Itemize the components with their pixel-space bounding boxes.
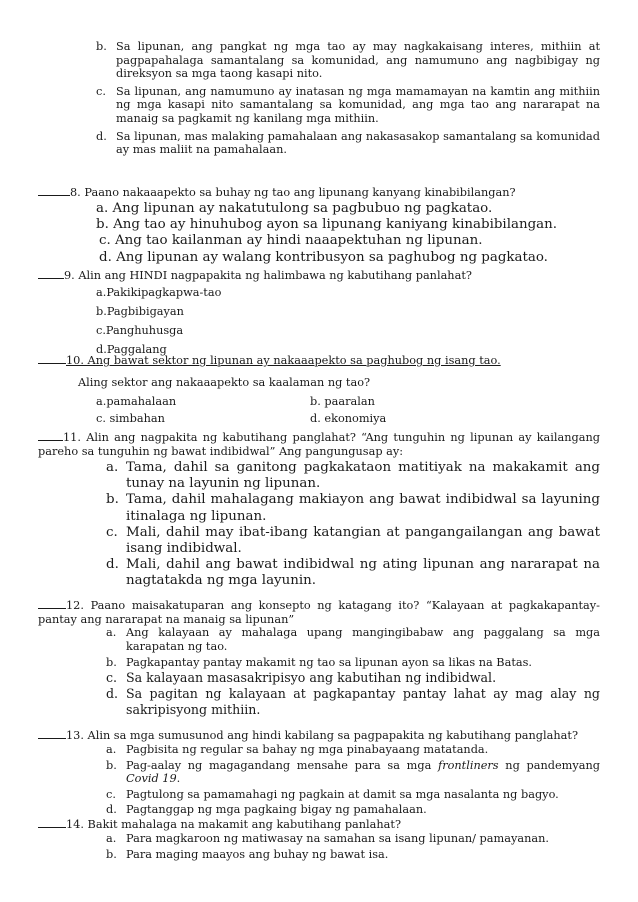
q11-choice-a: a. Tama, dahil sa ganitong pagkakataon matitiyak na makakamit ang tunay na layunin ng lipunan. — [106, 460, 600, 492]
question-13: 13. Alin sa mga sumusunod ang hindi kabilang sa pagpapakita ng kabutihang panglahat? — [38, 726, 600, 743]
question-12-choices — [106, 626, 600, 718]
q13-choice-b: b. Pag-aalay ng magagandang mensahe para sa mga frontliners ng pandemyang Covid 19. — [106, 758, 600, 786]
answer-blank-12[interactable] — [38, 596, 66, 609]
answer-blank-8[interactable] — [38, 183, 70, 196]
q12-choice-d: d. Sa pagitan ng kalayaan at pagkapantay pantay lahat ay mag alay ng sakripisyong mithiin. — [106, 685, 600, 717]
q12-choice-a: a. Ang kalayaan ay mahalaga upang mangingibabaw ang paggalang sa mga karapatan ng tao. — [106, 626, 600, 653]
q13-choice-a: a. Pagbisita ng regular sa bahay ng mga pinabayaang matatanda. — [106, 743, 489, 756]
q12-choice-b: b. Pagkapantay pantay makamit ng tao sa lipunan ayon sa likas na Batas. — [106, 656, 533, 669]
q14-choice-a: a. Para magkaroon ng matiwasay na samahan sa isang lipunan/ pamayanan. — [106, 832, 549, 845]
q13-choice-d: d. Pagtanggap ng mga pagkaing bigay ng pamahalaan. — [106, 803, 427, 817]
q13-choice-c: c. Pagtulong sa pamamahagi ng pagkain at damit sa mga nasalanta ng bagyo. — [106, 787, 559, 801]
q10-choice-d: d. ekonomiya — [310, 412, 387, 425]
prev-choice-c: c. Sa lipunan, ang namumuno ay inatasan ng mga mamamayan na kamtin ang mithiin ng mga kasapi nito samantalang sa komunidad, ang mga tao ang nararapat na manaig sa pagkamit ng kanilang mga mithiin. — [96, 84, 600, 125]
question-14-choices — [106, 832, 600, 861]
q8-choice-b: b. Ang tao ay hinuhubog ayon sa lipunang kaniyang kinabibilangan. — [96, 217, 558, 233]
question-10-choices-right — [310, 393, 510, 427]
question-10-choices-left — [96, 393, 296, 427]
question-11-choices — [106, 460, 600, 590]
prev-choice-b: b. Sa lipunan, ang pangkat ng mga tao ay may nagkakaisang interes, mithiin at pagpapahalaga samantalang sa komunidad, ang namumuno ang nagbibigay ng direksyon sa mga taong kasapi nito. — [96, 40, 600, 81]
prev-choice-d: d. Sa lipunan, mas malaking pamahalaan ang nakasasakop samantalang sa komunidad ay mas maliit na pamahalaan. — [96, 129, 600, 157]
q9-choice-d: d.Paggalang — [96, 343, 167, 356]
question-12: 12. Paano maisakatuparan ang konsepto ng katagang ito? “Kalayaan at pagkakapantay-pantay ang nararapat na manaig sa lipunan” — [38, 596, 600, 626]
q10-choice-c: c. simbahan — [96, 412, 165, 425]
question-14: 14. Bakit mahalaga na makamit ang kabutihang panlahat? — [38, 815, 600, 832]
answer-blank-10[interactable] — [38, 351, 66, 364]
answer-blank-9[interactable] — [38, 266, 64, 279]
q8-choice-c: c. Ang tao kailanman ay hindi naaapektuhan ng lipunan. — [99, 233, 483, 249]
question-8-choices — [96, 201, 600, 266]
answer-blank-14[interactable] — [38, 815, 66, 828]
question-9-choices — [96, 283, 396, 359]
question-10: 10. Ang bawat sektor ng lipunan ay nakaaapekto sa paghubog ng isang tao. — [38, 351, 600, 368]
question-8: 8. Paano nakaaapekto sa buhay ng tao ang lipunang kanyang kinabibilangan? — [38, 183, 600, 200]
answer-blank-13[interactable] — [38, 726, 66, 739]
q11-choice-b: b. Tama, dahil mahalagang makiayon ang bawat indibidwal sa layuning itinalaga ng lipunan. — [106, 492, 600, 524]
answer-blank-11[interactable] — [38, 428, 63, 441]
q11-choice-d: d. Mali, dahil ang bawat indibidwal ng ating lipunan ang nararapat na nagtatakda ng mga layunin. — [106, 557, 600, 589]
q11-choice-c: c. Mali, dahil may ibat-ibang katangian at pangangailangan ang bawat isang indibidwal. — [106, 524, 600, 557]
question-11: 11. Alin ang nagpakita ng kabutihang panglahat? “Ang tunguhin ng lipunan ay kailangang pareho sa tunguhin ng bawat indibidwal” Ang pangungusap ay: — [38, 428, 600, 458]
question-10-sub: Aling sektor ang nakaaapekto sa kaalaman ng tao? — [78, 376, 371, 389]
q10-choice-a: a.pamahalaan — [96, 395, 177, 408]
q12-choice-c: c. Sa kalayaan masasakripisyo ang kabutihan ng indibidwal. — [106, 669, 497, 685]
q8-choice-a: a. Ang lipunan ay nakatutulong sa pagbubuo ng pagkatao. — [96, 201, 493, 216]
prev-choices — [96, 40, 600, 157]
q9-choice-a: a.Pakikipagkapwa-tao — [96, 286, 222, 299]
q10-choice-b: b. paaralan — [310, 395, 375, 408]
question-9: 9. Alin ang HINDI nagpapakita ng halimbawa ng kabutihang panlahat? — [38, 266, 600, 283]
question-13-choices — [106, 743, 600, 817]
q9-choice-c: c.Panghuhusga — [96, 324, 184, 337]
q9-choice-b: b.Pagbibigayan — [96, 305, 184, 318]
q14-choice-b: b. Para maging maayos ang buhay ng bawat isa. — [106, 847, 389, 861]
q8-choice-d: d. Ang lipunan ay walang kontribusyon sa paghubog ng pagkatao. — [99, 249, 548, 265]
